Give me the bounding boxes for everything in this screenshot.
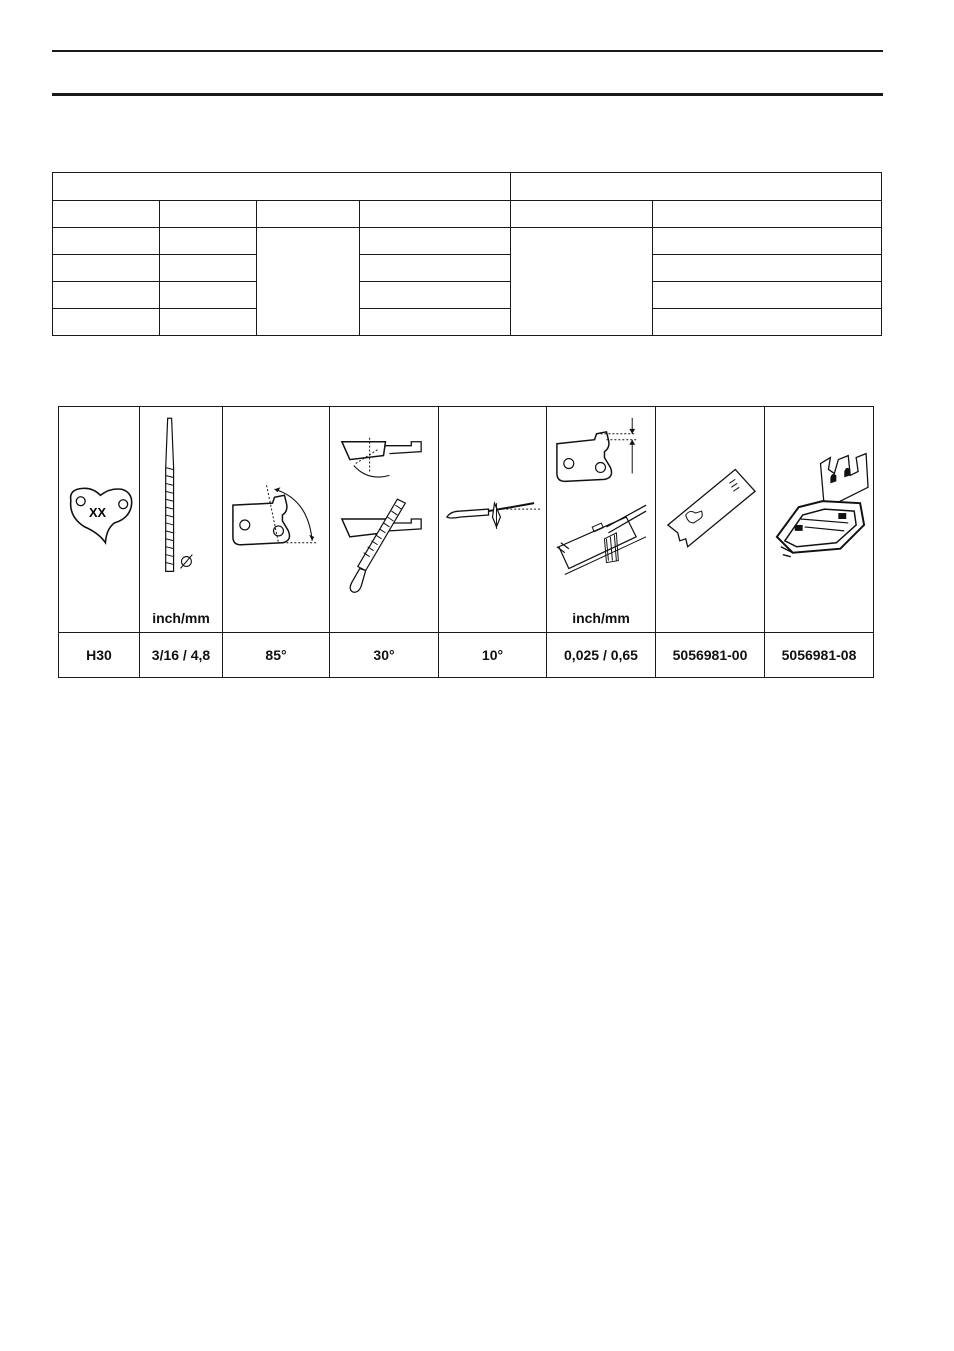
depth-gauge-cell: [547, 407, 656, 633]
spec-cell: [360, 255, 511, 282]
header-rule-top: [52, 50, 883, 52]
spec-cell: [160, 201, 257, 228]
spec-cell: [53, 228, 160, 255]
depth-gauge-icon: [547, 407, 655, 632]
cutter-angle-icon: [223, 407, 329, 632]
depth-gauge-value: 0,025 / 0,65: [547, 633, 656, 678]
filing-angle-icon: [330, 407, 438, 632]
top-plate-angle-value: 85°: [223, 633, 330, 678]
cutter-marking-cell: [59, 407, 140, 633]
round-file-icon: [140, 407, 222, 632]
unit-label: inch/mm: [152, 610, 210, 626]
spec-cell: [160, 282, 257, 309]
cutter-marking-value: H30: [59, 633, 140, 678]
file-holder-icon: [439, 407, 546, 632]
depth-gauge-tool-value: 5056981-00: [656, 633, 765, 678]
spec-cell: [360, 201, 511, 228]
spec-cell: [360, 282, 511, 309]
spec-cell: [360, 309, 511, 336]
spec-cell: [653, 255, 882, 282]
unit-label: inch/mm: [572, 610, 630, 626]
depth-gauge-tool-cell: [656, 407, 765, 633]
filing-angle-cell: [330, 407, 439, 633]
spec-merged-cell: [257, 228, 360, 336]
file-gauge-cell: [765, 407, 874, 633]
filing-angle-value: 30°: [330, 633, 439, 678]
specification-table: [52, 172, 881, 336]
spec-cell: [53, 309, 160, 336]
header-rule-bottom: [52, 93, 883, 96]
top-plate-angle-cell: [223, 407, 330, 633]
file-gauge-value: 5056981-08: [765, 633, 874, 678]
cutter-mark-text: XX: [88, 505, 107, 521]
spec-cell: [53, 282, 160, 309]
cutter-link-icon: [59, 407, 139, 632]
spec-cell: [653, 201, 882, 228]
spec-cell: [653, 282, 882, 309]
spec-cell: [653, 228, 882, 255]
holder-angle-cell: [439, 407, 547, 633]
spec-cell: [53, 255, 160, 282]
spec-cell: [53, 201, 160, 228]
spec-merged-cell: [511, 228, 653, 336]
file-diameter-value: 3/16 / 4,8: [140, 633, 223, 678]
spec-header-left: [53, 173, 511, 201]
gauge-tool-icon: [656, 407, 764, 632]
spec-cell: [511, 201, 653, 228]
spec-cell: [160, 309, 257, 336]
file-gauge-icon: [765, 407, 873, 632]
spec-cell: [360, 228, 511, 255]
file-diameter-cell: [140, 407, 223, 633]
spec-cell: [160, 228, 257, 255]
spec-cell: [160, 255, 257, 282]
sharpening-table: [58, 406, 873, 677]
spec-cell: [653, 309, 882, 336]
holder-angle-value: 10°: [439, 633, 547, 678]
spec-cell: [257, 201, 360, 228]
spec-header-right: [511, 173, 882, 201]
